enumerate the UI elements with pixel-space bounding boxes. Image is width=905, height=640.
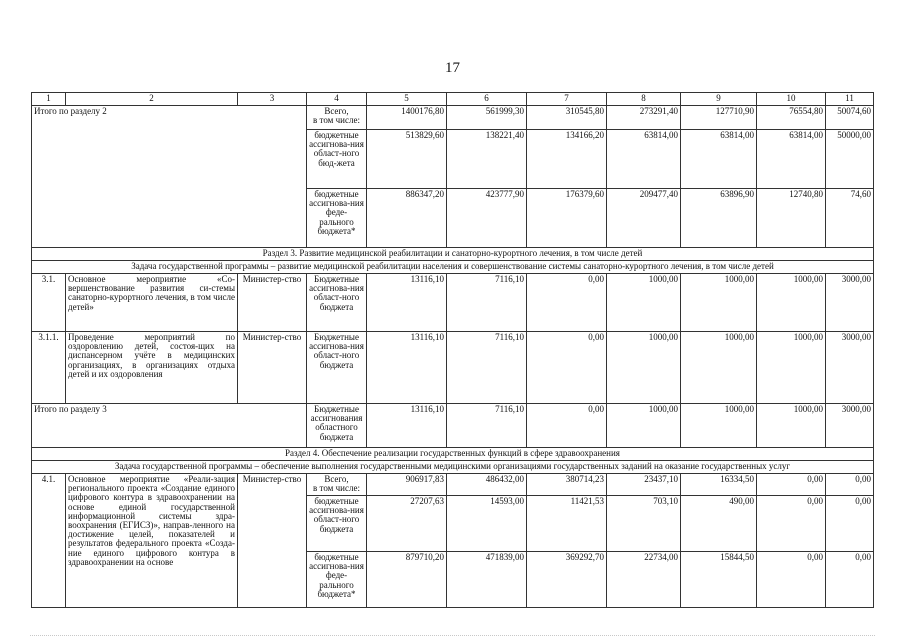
value-cell: 134166,20 [527, 130, 607, 189]
value-cell: 3000,00 [826, 404, 874, 448]
value-cell: 63896,90 [681, 189, 757, 248]
value-cell: 1000,00 [681, 332, 757, 404]
item-name: Основное мероприятие «Реали-зация регионального проекта «Создание единого цифрового контура в здравоохранении на основе единой государственной информационной системы здра-воохранения (ЕГИСЗ)», направ-ленного на достижение целей, показателей и результатов федерального проекта «Созда-ние единого цифрового контура в здравоохранении на основе [66, 474, 238, 608]
column-number: 6 [447, 93, 527, 106]
value-cell: 0,00 [527, 274, 607, 332]
value-cell: 7116,10 [447, 274, 527, 332]
value-cell: 16334,50 [681, 474, 757, 496]
value-cell: 12740,80 [757, 189, 826, 248]
value-cell: 15844,50 [681, 552, 757, 608]
value-cell: 7116,10 [447, 332, 527, 404]
value-cell: 0,00 [826, 552, 874, 608]
column-number: 9 [681, 93, 757, 106]
value-cell: 50074,60 [826, 106, 874, 130]
value-cell: 0,00 [826, 496, 874, 552]
value-cell: 50000,00 [826, 130, 874, 189]
value-cell: 0,00 [757, 552, 826, 608]
funding-source: бюджетные ассигнова-ния област-ного бюд-жета [307, 130, 367, 189]
item-executor: Министер-ство [238, 474, 307, 608]
page-number: 17 [445, 60, 460, 76]
table-row [32, 106, 874, 130]
column-number: 4 [307, 93, 367, 106]
column-number: 2 [66, 93, 238, 106]
funding-source: Бюджетные ассигнова-ния област-ного бюджета [307, 274, 367, 332]
value-cell: 1000,00 [757, 332, 826, 404]
value-cell: 273291,40 [607, 106, 681, 130]
value-cell: 0,00 [527, 332, 607, 404]
item-index: 4.1. [32, 474, 66, 608]
funding-source: бюджетные ассигнова-ния феде-рального бюджета* [307, 189, 367, 248]
value-cell: 1000,00 [607, 332, 681, 404]
value-cell: 380714,23 [527, 474, 607, 496]
section-row [32, 248, 874, 261]
value-cell: 63814,00 [681, 130, 757, 189]
funding-source: Бюджетные ассигнова-ния област-ного бюджета [307, 332, 367, 404]
item-name: Основное мероприятие «Со-вершенствование развития си-стемы санаторно-курортного лечения, в том числе детей» [66, 274, 238, 332]
value-cell: 74,60 [826, 189, 874, 248]
item-executor: Министер-ство [238, 274, 307, 332]
value-cell: 486432,00 [447, 474, 527, 496]
column-number: 3 [238, 93, 307, 106]
item-index: 3.1.1. [32, 332, 66, 404]
value-cell: 13116,10 [367, 332, 447, 404]
funding-source: Бюджетные ассигнования областного бюджета [307, 404, 367, 448]
value-cell: 76554,80 [757, 106, 826, 130]
column-number: 1 [32, 93, 66, 106]
value-cell: 138221,40 [447, 130, 527, 189]
task-row [32, 261, 874, 274]
value-cell: 0,00 [757, 496, 826, 552]
item-executor: Министер-ство [238, 332, 307, 404]
section-row [32, 448, 874, 461]
value-cell: 1000,00 [681, 274, 757, 332]
section4-title: Раздел 4. Обеспечение реализации государственных функций в сфере здравоохранения [32, 448, 874, 461]
budget-table [31, 92, 874, 608]
task-row [32, 461, 874, 474]
column-number: 10 [757, 93, 826, 106]
funding-source: Всего, в том числе: [307, 106, 367, 130]
section2-total-label: Итого по разделу 2 [32, 106, 307, 248]
column-number: 7 [527, 93, 607, 106]
value-cell: 0,00 [757, 474, 826, 496]
value-cell: 13116,10 [367, 404, 447, 448]
value-cell: 513829,60 [367, 130, 447, 189]
value-cell: 1000,00 [607, 404, 681, 448]
funding-source: бюджетные ассигнова-ния феде-рального бюджета* [307, 552, 367, 608]
value-cell: 23437,10 [607, 474, 681, 496]
table-row [32, 474, 874, 496]
value-cell: 490,00 [681, 496, 757, 552]
value-cell: 13116,10 [367, 274, 447, 332]
scan-artifact-line [0, 632, 905, 640]
value-cell: 3000,00 [826, 332, 874, 404]
funding-source: бюджетные ассигнова-ния област-ного бюджета [307, 496, 367, 552]
value-cell: 63814,00 [757, 130, 826, 189]
value-cell: 3000,00 [826, 274, 874, 332]
value-cell: 1000,00 [681, 404, 757, 448]
value-cell: 176379,60 [527, 189, 607, 248]
column-number: 5 [367, 93, 447, 106]
section3-title: Раздел 3. Развитие медицинской реабилитации и санаторно-курортного лечения, в том числе детей [32, 248, 874, 261]
table-row [32, 274, 874, 332]
item-index: 3.1. [32, 274, 66, 332]
column-number: 11 [826, 93, 874, 106]
funding-source: Всего, в том числе: [307, 474, 367, 496]
item-name: Проведение мероприятий по оздоровлению детей, состоя-щих на диспансерном учёте в медицинских организациях, в организациях отдыха детей и их оздоровления [66, 332, 238, 404]
value-cell: 22734,00 [607, 552, 681, 608]
table-row [32, 332, 874, 404]
value-cell: 310545,80 [527, 106, 607, 130]
value-cell: 27207,63 [367, 496, 447, 552]
value-cell: 423777,90 [447, 189, 527, 248]
value-cell: 0,00 [527, 404, 607, 448]
value-cell: 11421,53 [527, 496, 607, 552]
section3-total-label: Итого по разделу 3 [32, 404, 307, 448]
value-cell: 879710,20 [367, 552, 447, 608]
section4-task: Задача государственной программы – обеспечение выполнения государственными медицинскими организациями государственных заданий на оказание государственных услуг [32, 461, 874, 474]
value-cell: 14593,00 [447, 496, 527, 552]
value-cell: 127710,90 [681, 106, 757, 130]
value-cell: 906917,83 [367, 474, 447, 496]
section3-task: Задача государственной программы – развитие медицинской реабилитации населения и совершенствование системы санаторно-курортного лечения, в том числе детей [32, 261, 874, 274]
value-cell: 703,10 [607, 496, 681, 552]
value-cell: 63814,00 [607, 130, 681, 189]
column-number: 8 [607, 93, 681, 106]
value-cell: 369292,70 [527, 552, 607, 608]
column-number-row [32, 93, 874, 106]
value-cell: 0,00 [826, 474, 874, 496]
value-cell: 471839,00 [447, 552, 527, 608]
value-cell: 886347,20 [367, 189, 447, 248]
value-cell: 209477,40 [607, 189, 681, 248]
value-cell: 7116,10 [447, 404, 527, 448]
value-cell: 561999,30 [447, 106, 527, 130]
table-row [32, 404, 874, 448]
value-cell: 1000,00 [757, 404, 826, 448]
value-cell: 1000,00 [757, 274, 826, 332]
value-cell: 1400176,80 [367, 106, 447, 130]
value-cell: 1000,00 [607, 274, 681, 332]
